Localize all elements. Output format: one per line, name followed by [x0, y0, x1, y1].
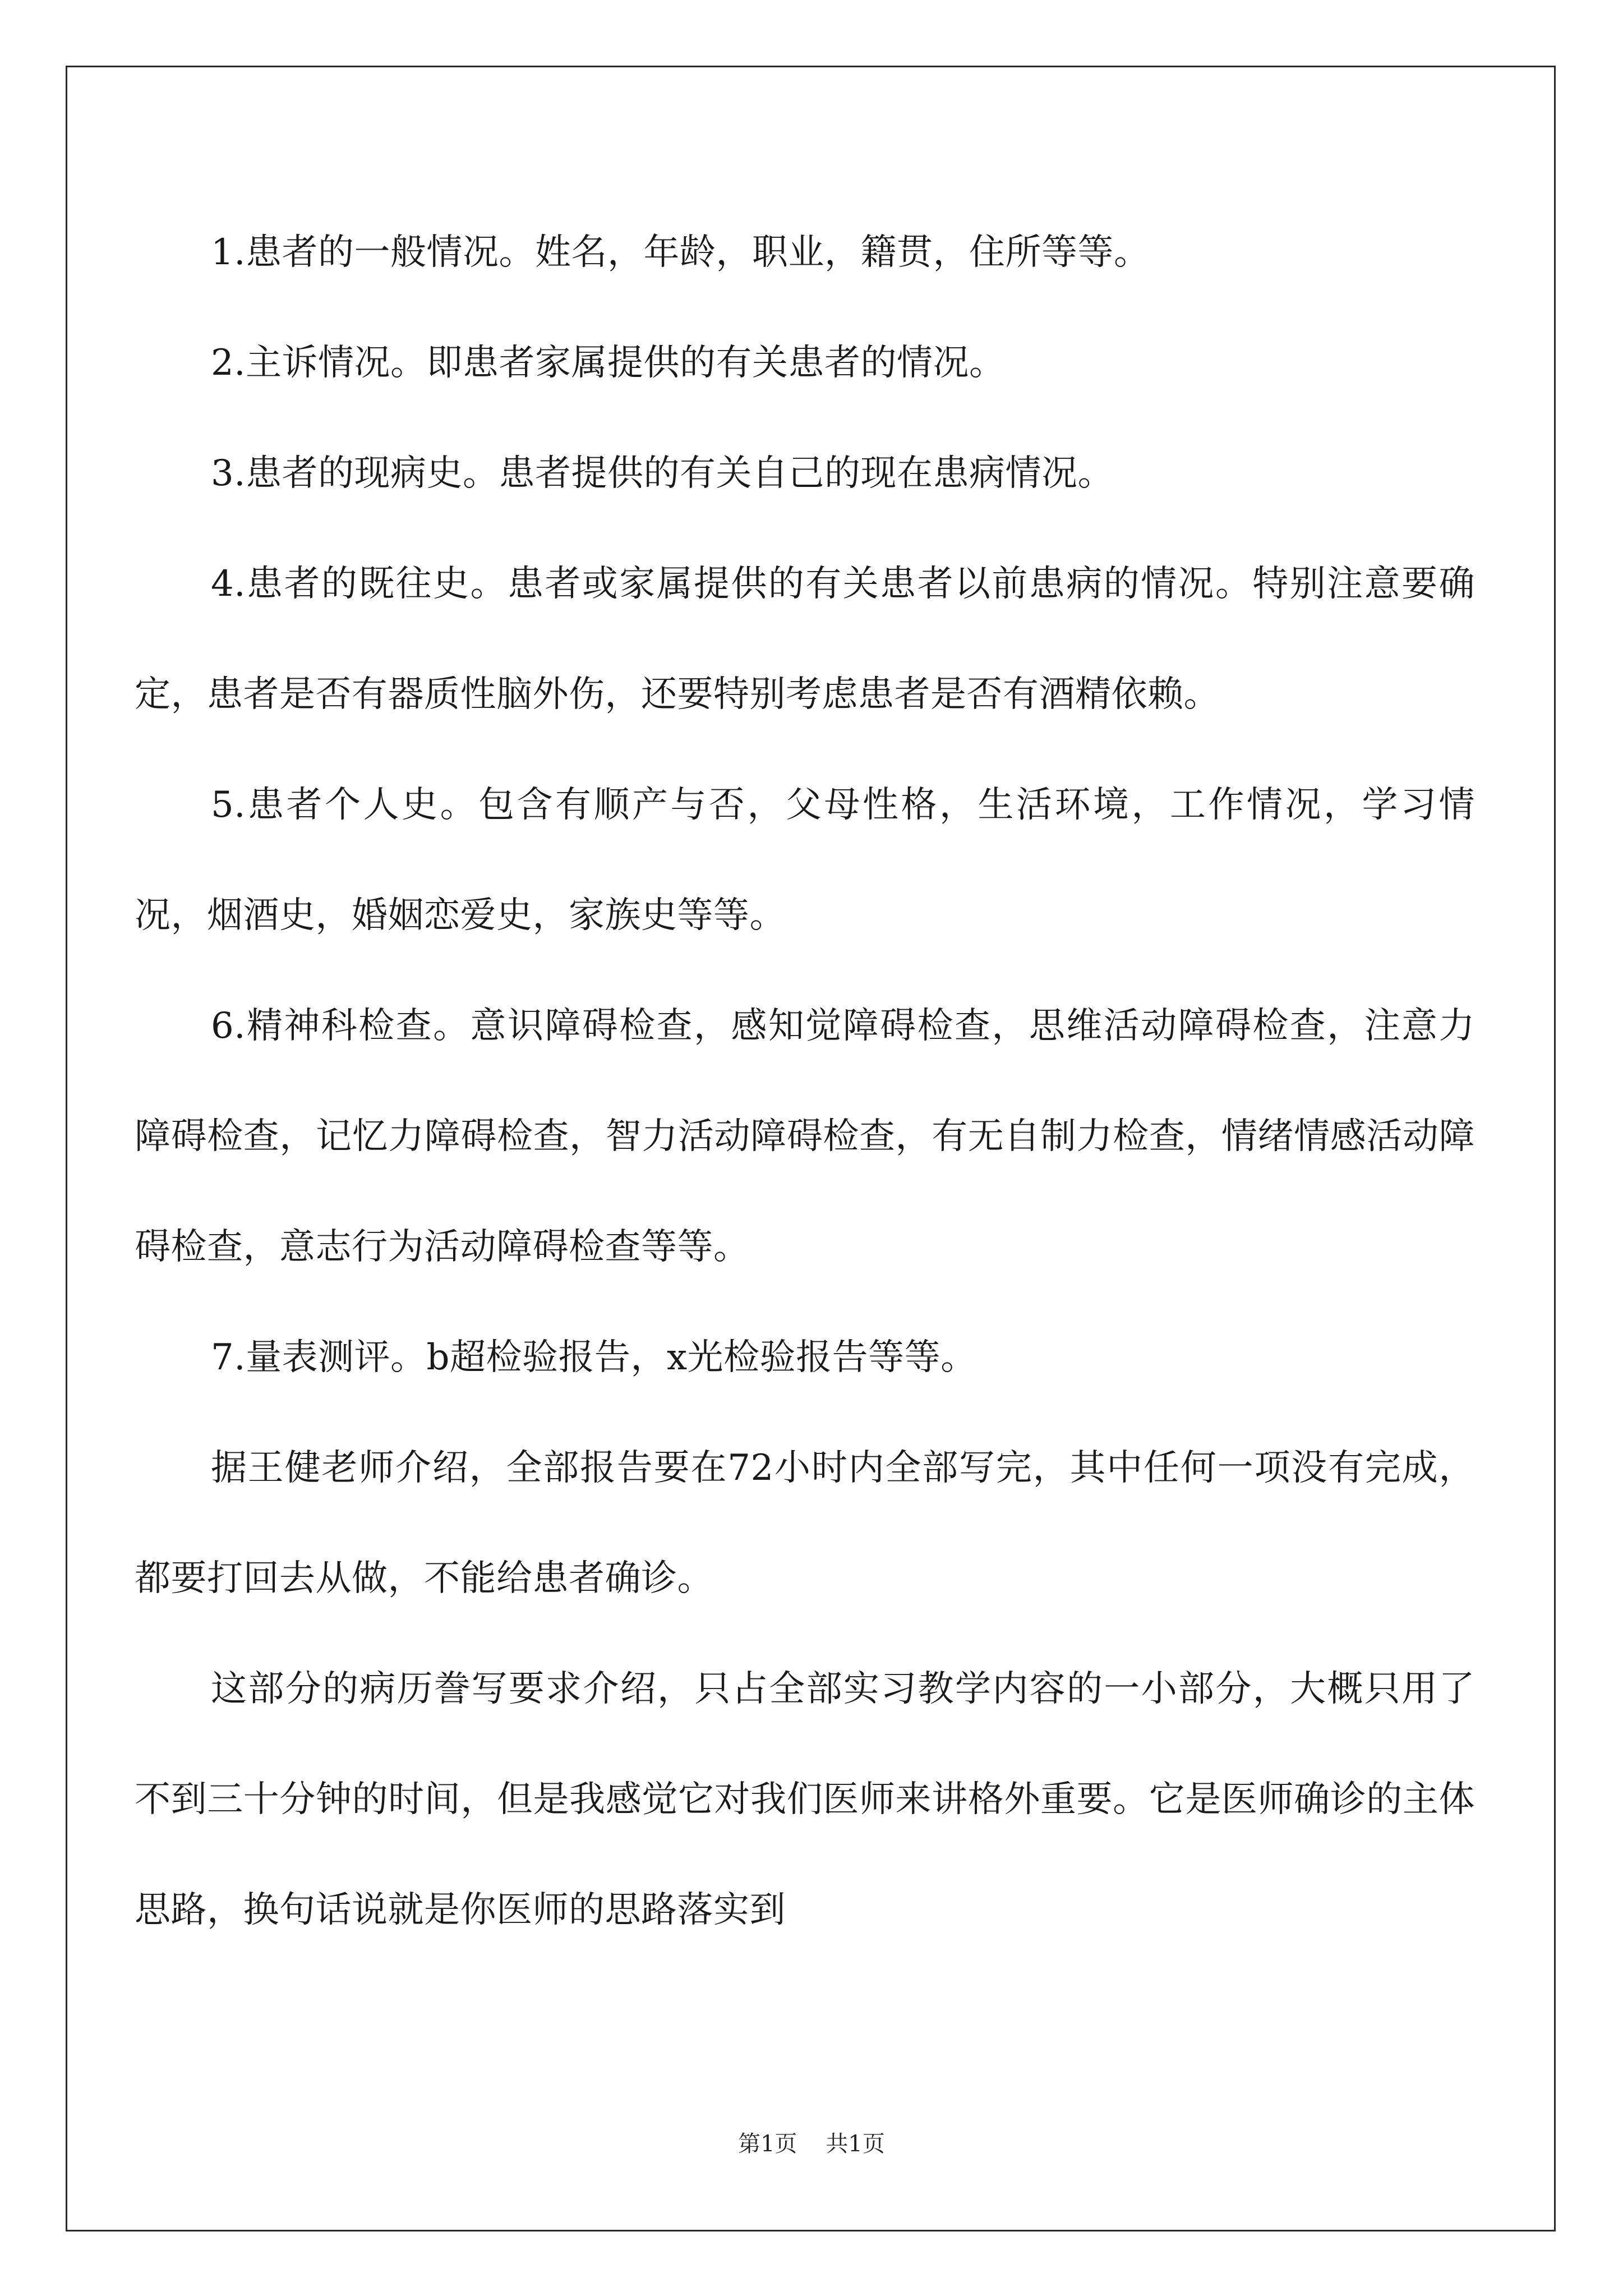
- page-total: 共1页: [826, 2131, 885, 2157]
- paragraph-3: 3.患者的现病史。患者提供的有关自己的现在患病情况。: [211, 453, 1114, 494]
- footer-gap: [797, 2131, 826, 2157]
- paragraph-7: 7.量表测评。b超检验报告，x光检验报告等等。: [211, 1337, 977, 1378]
- paragraph-8: 据王健老师介绍，全部报告要在72小时内全部写完，其中任何一项没有完成，都要打回去从做，不能给患者确诊。: [135, 1447, 1475, 1599]
- paragraph-9: 这部分的病历誊写要求介绍，只占全部实习教学内容的一小部分，大概只用了不到三十分钟的时间，但是我感觉它对我们医师来讲格外重要。它是医师确诊的主体思路，换句话说就是你医师的思路落实到: [135, 1668, 1475, 1931]
- paragraph-2: 2.主诉情况。即患者家属提供的有关患者的情况。: [211, 342, 1006, 384]
- paragraph-4: 4.患者的既往史。患者或家属提供的有关患者以前患病的情况。特别注意要确定，患者是否有器质性脑外伤，还要特别考虑患者是否有酒精依赖。: [135, 563, 1475, 715]
- page-number: 第1页: [738, 2131, 797, 2157]
- paragraph-5: 5.患者个人史。包含有顺产与否，父母性格，生活环境，工作情况，学习情况，烟酒史，婚姻恋爱史，家族史等等。: [135, 784, 1475, 936]
- page-footer: [0, 2126, 1623, 2158]
- paragraph-1: 1.患者的一般情况。姓名，年龄，职业，籍贯，住所等等。: [211, 232, 1150, 273]
- document-body: [135, 197, 1475, 1966]
- paragraph-6: 6.精神科检查。意识障碍检查，感知觉障碍检查，思维活动障碍检查，注意力障碍检查，记忆力障碍检查，智力活动障碍检查，有无自制力检查，情绪情感活动障碍检查，意志行为活动障碍检查等等。: [135, 1005, 1475, 1268]
